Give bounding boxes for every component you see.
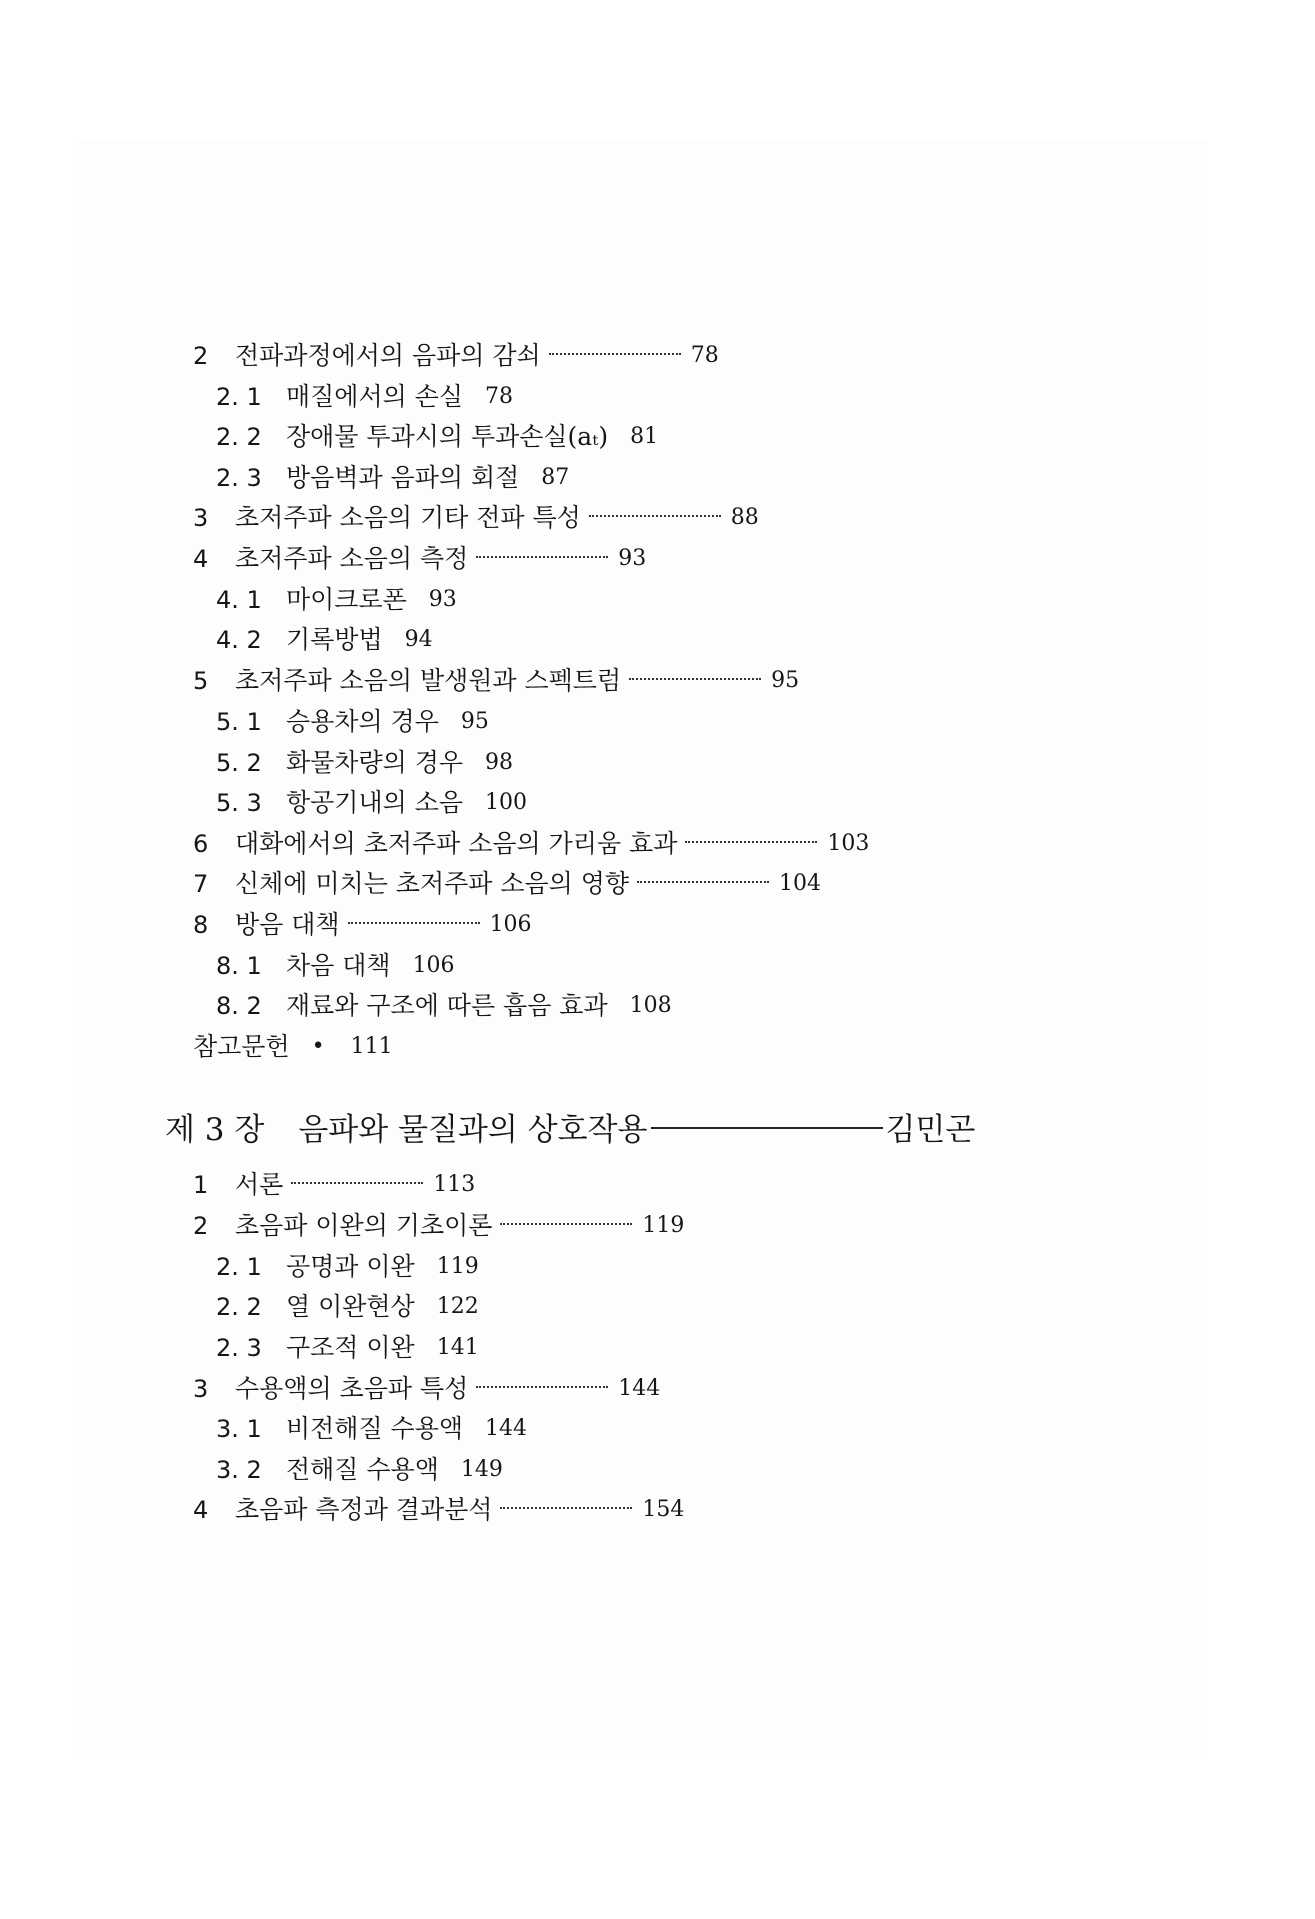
entry-title: 열 이완현상	[286, 1292, 415, 1321]
entry-title: 장애물 투과시의 투과손실(aₜ)	[286, 422, 609, 451]
dot-leader	[549, 353, 681, 355]
toc-entry	[193, 1495, 684, 1525]
entry-number: 2. 1	[216, 1253, 262, 1281]
toc-entry	[216, 463, 569, 493]
entry-title: 방음벽과 음파의 회절	[286, 463, 520, 492]
toc-entry	[216, 382, 513, 412]
entry-page: 122	[436, 1294, 479, 1319]
toc-entry	[216, 951, 455, 981]
toc-entry	[216, 625, 433, 655]
toc-entry	[216, 707, 489, 737]
bullet-separator: •	[311, 1034, 325, 1059]
entry-number: 5. 2	[216, 749, 262, 777]
toc-entry	[193, 503, 759, 533]
dot-leader	[476, 1386, 608, 1388]
entry-number: 2. 2	[216, 423, 262, 451]
entry-page: 113	[433, 1172, 476, 1197]
entry-page: 119	[436, 1254, 479, 1279]
entry-page: 103	[827, 831, 870, 856]
entry-title: 초음파 이완의 기초이론	[235, 1211, 493, 1240]
chapter-heading	[165, 1110, 975, 1150]
dot-leader	[629, 678, 761, 680]
entry-page: 119	[642, 1213, 685, 1238]
toc-entry	[193, 341, 719, 371]
entry-title: 서론	[235, 1170, 284, 1199]
entry-number: 8. 1	[216, 952, 262, 980]
entry-number: 5. 3	[216, 789, 262, 817]
toc-entry	[216, 1414, 527, 1444]
toc-entry	[193, 1170, 475, 1200]
entry-title: 항공기내의 소음	[286, 788, 463, 817]
toc-entry	[193, 544, 646, 574]
entry-title: 승용차의 경우	[286, 707, 439, 736]
entry-number: 3	[193, 1375, 209, 1403]
entry-page: 106	[412, 953, 455, 978]
toc-entry	[216, 1292, 479, 1322]
chapter-label: 제 3 장	[165, 1112, 265, 1148]
dot-leader	[348, 922, 480, 924]
toc-entry	[216, 422, 658, 452]
entry-number: 2. 2	[216, 1293, 262, 1321]
entry-title: 차음 대책	[286, 951, 391, 980]
entry-page: 95	[460, 709, 489, 734]
entry-number: 2	[193, 342, 209, 370]
dot-leader	[637, 881, 769, 883]
chapter-title: 음파와 물질과의 상호작용	[298, 1112, 648, 1148]
entry-page: 95	[771, 668, 800, 693]
toc-entry	[193, 869, 821, 899]
toc-entry	[193, 1374, 660, 1404]
toc-entry	[216, 585, 457, 615]
toc-entry	[216, 1333, 479, 1363]
entry-page: 94	[404, 627, 433, 652]
toc-entry	[216, 748, 513, 778]
dot-leader	[476, 556, 608, 558]
toc-entry	[216, 788, 527, 818]
entry-page: 141	[436, 1335, 479, 1360]
entry-page: 100	[485, 790, 527, 815]
entry-number: 1	[193, 1171, 209, 1199]
entry-number: 2. 3	[216, 1334, 262, 1362]
entry-number: 3. 2	[216, 1456, 262, 1484]
entry-title: 초저주파 소음의 측정	[235, 544, 469, 573]
entry-number: 4. 2	[216, 626, 262, 654]
dot-leader	[500, 1507, 632, 1509]
toc-entry	[216, 1455, 503, 1485]
dot-leader	[291, 1182, 423, 1184]
entry-page: 93	[428, 587, 457, 612]
entry-number: 7	[193, 870, 209, 898]
entry-title: 기록방법	[286, 625, 383, 654]
entry-title: 신체에 미치는 초저주파 소음의 영향	[235, 869, 630, 898]
entry-page: 78	[690, 343, 719, 368]
references-entry	[193, 1032, 393, 1062]
toc-entry	[216, 991, 672, 1021]
chapter-author: 김민곤	[885, 1112, 976, 1148]
dot-leader	[685, 841, 817, 843]
entry-title: 초저주파 소음의 발생원과 스펙트럼	[235, 666, 622, 695]
entry-number: 8	[193, 911, 209, 939]
entry-number: 3. 1	[216, 1415, 262, 1443]
entry-title: 구조적 이완	[286, 1333, 415, 1362]
toc-entry	[193, 666, 799, 696]
entry-title: 전해질 수용액	[286, 1455, 439, 1484]
entry-number: 4	[193, 1496, 209, 1524]
entry-page: 81	[630, 424, 659, 449]
entry-title: 공명과 이완	[286, 1252, 415, 1281]
entry-title: 방음 대책	[235, 910, 340, 939]
entry-number: 8. 2	[216, 992, 262, 1020]
entry-title: 매질에서의 손실	[286, 382, 463, 411]
entry-page: 106	[489, 912, 532, 937]
entry-page: 104	[779, 871, 822, 896]
entry-number: 5. 1	[216, 708, 262, 736]
references-title: 참고문헌	[193, 1032, 290, 1061]
entry-number: 6	[193, 830, 209, 858]
entry-page: 154	[642, 1497, 685, 1522]
entry-number: 2	[193, 1212, 209, 1240]
entry-number: 4. 1	[216, 586, 262, 614]
entry-page: 149	[460, 1457, 503, 1482]
references-page: 111	[350, 1034, 393, 1059]
entry-page: 78	[485, 384, 513, 409]
entry-title: 마이크로폰	[286, 585, 407, 614]
entry-title: 재료와 구조에 따른 흡음 효과	[286, 991, 608, 1020]
chapter-rule	[651, 1127, 883, 1129]
entry-number: 5	[193, 667, 209, 695]
entry-page: 87	[541, 465, 570, 490]
entry-title: 화물차량의 경우	[286, 748, 463, 777]
entry-number: 4	[193, 545, 209, 573]
entry-page: 93	[618, 546, 647, 571]
entry-title: 전파과정에서의 음파의 감쇠	[235, 341, 541, 370]
entry-page: 108	[629, 993, 672, 1018]
toc-entry	[193, 829, 869, 859]
entry-page: 98	[485, 750, 513, 775]
entry-number: 3	[193, 504, 209, 532]
dot-leader	[589, 515, 721, 517]
entry-title: 비전해질 수용액	[286, 1414, 463, 1443]
entry-number: 2. 3	[216, 464, 262, 492]
dot-leader	[500, 1223, 632, 1225]
entry-page: 144	[618, 1376, 661, 1401]
toc-entry	[193, 1211, 684, 1241]
entry-title: 수용액의 초음파 특성	[235, 1374, 469, 1403]
entry-page: 144	[485, 1416, 527, 1441]
entry-title: 초음파 측정과 결과분석	[235, 1495, 493, 1524]
toc-entry	[216, 1252, 479, 1282]
entry-title: 대화에서의 초저주파 소음의 가리움 효과	[235, 829, 678, 858]
toc-entry	[193, 910, 532, 940]
entry-title: 초저주파 소음의 기타 전파 특성	[235, 503, 581, 532]
entry-page: 88	[730, 505, 759, 530]
entry-number: 2. 1	[216, 383, 262, 411]
